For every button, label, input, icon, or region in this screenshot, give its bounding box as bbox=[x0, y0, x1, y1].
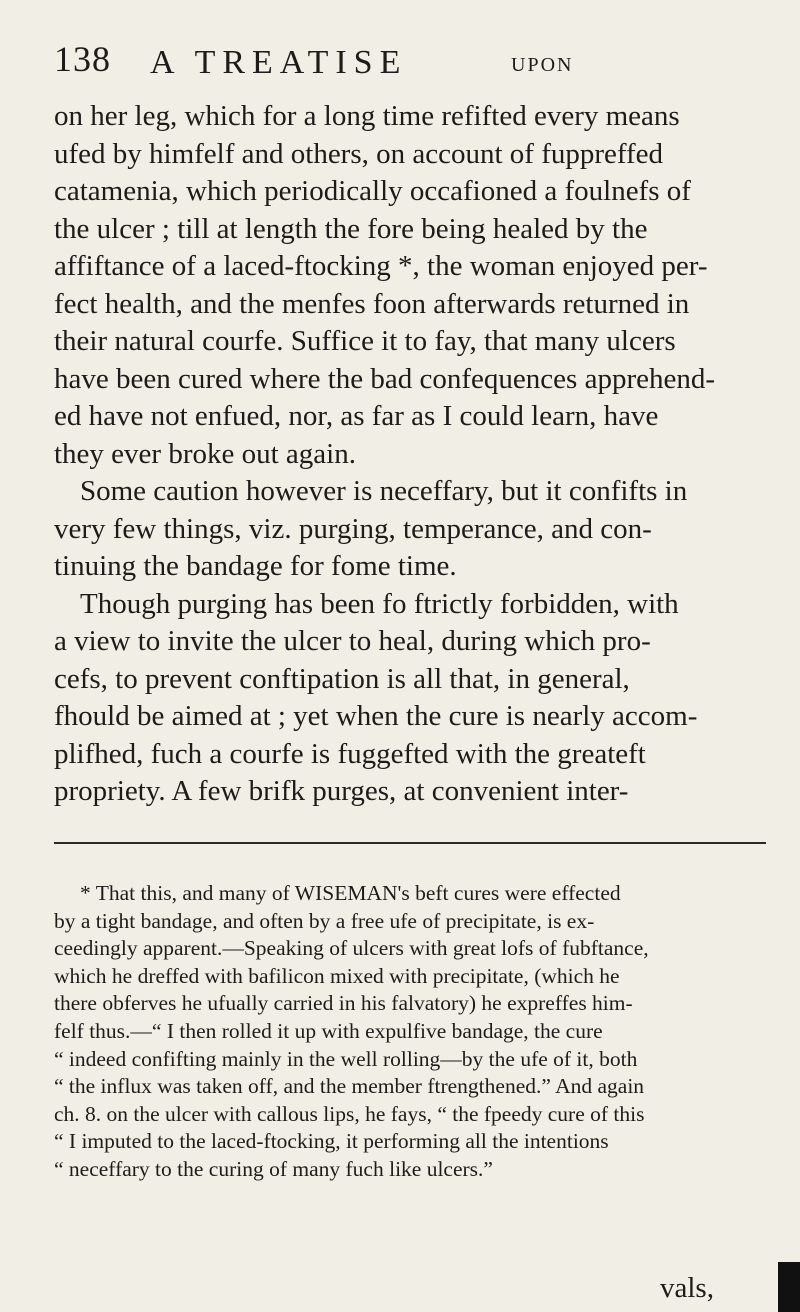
footnote-line: which he dreffed with bafilicon mixed with precipitate, (which he bbox=[54, 963, 620, 988]
footnote-line: “ I imputed to the laced-ftocking, it performing all the intentions bbox=[54, 1129, 609, 1154]
text-line: ed have not enfued, nor, as far as I could learn, have bbox=[54, 400, 659, 432]
text-line: have been cured where the bad confequences apprehend- bbox=[54, 362, 716, 395]
footnote-line: by a tight bandage, and often by a free ufe of precipitate, is ex- bbox=[54, 908, 595, 933]
text-line: Though purging has been fo ftrictly forbidden, with bbox=[80, 587, 679, 620]
footnote-line: * That this, and many of WISEMAN's beft cures were effected bbox=[80, 881, 621, 905]
text-line: catamenia, which periodically occafioned a foulnefs of bbox=[54, 175, 691, 207]
text-line: their natural courfe. Suffice it to fay, that many ulcers bbox=[54, 325, 676, 357]
text-line: tinuing the bandage for fome time. bbox=[54, 550, 457, 582]
text-line: cefs, to prevent conftipation is all that, in general, bbox=[54, 662, 630, 695]
text-line: ufed by himfelf and others, on account of fuppreffed bbox=[54, 137, 664, 170]
footnote-line: “ the influx was taken off, and the member ftrengthened.” And again bbox=[54, 1074, 645, 1099]
footnote bbox=[54, 880, 766, 1184]
footnote-line: “ indeed confifting mainly in the well rolling—by the ufe of it, both bbox=[54, 1046, 638, 1071]
text-line: plifhed, fuch a courfe is fuggefted with the greateft bbox=[54, 737, 646, 770]
text-line: on her leg, which for a long time refifted every means bbox=[54, 100, 680, 132]
footnote-divider bbox=[54, 842, 766, 844]
footnote-line: “ neceffary to the curing of many fuch like ulcers.” bbox=[54, 1156, 493, 1181]
text-line: fhould be aimed at ; yet when the cure is nearly accom- bbox=[54, 700, 698, 732]
text-line: propriety. A few brifk purges, at convenient inter- bbox=[54, 775, 629, 807]
text-line: affiftance of a laced-ftocking *, the woman enjoyed per- bbox=[54, 250, 708, 282]
footnote-line: ceedingly apparent.—Speaking of ulcers with great lofs of fubftance, bbox=[54, 936, 649, 961]
page-number: 138 bbox=[54, 39, 111, 79]
text-line: very few things, viz. purging, temperance, and con- bbox=[54, 512, 652, 545]
text-line: they ever broke out again. bbox=[54, 437, 356, 470]
footnote-line: ch. 8. on the ulcer with callous lips, he fays, “ the fpeedy cure of this bbox=[54, 1101, 645, 1126]
running-title: A TREATISE bbox=[150, 44, 408, 81]
main-text bbox=[54, 98, 766, 811]
catchword: vals, bbox=[660, 1272, 714, 1304]
page-edge-shadow bbox=[778, 1262, 800, 1312]
text-line: a view to invite the ulcer to heal, during which pro- bbox=[54, 625, 651, 657]
text-line: fect health, and the menfes foon afterwards returned in bbox=[54, 287, 690, 320]
page-header bbox=[54, 26, 754, 86]
running-title-upon: UPON bbox=[511, 54, 574, 76]
text-line: Some caution however is neceffary, but it confifts in bbox=[80, 475, 688, 507]
footnote-line: there obferves he ufually carried in his falvatory) he expreffes him- bbox=[54, 991, 633, 1016]
footnote-line: felf thus.—“ I then rolled it up with expulfive bandage, the cure bbox=[54, 1018, 603, 1043]
text-line: the ulcer ; till at length the fore being healed by the bbox=[54, 212, 648, 245]
